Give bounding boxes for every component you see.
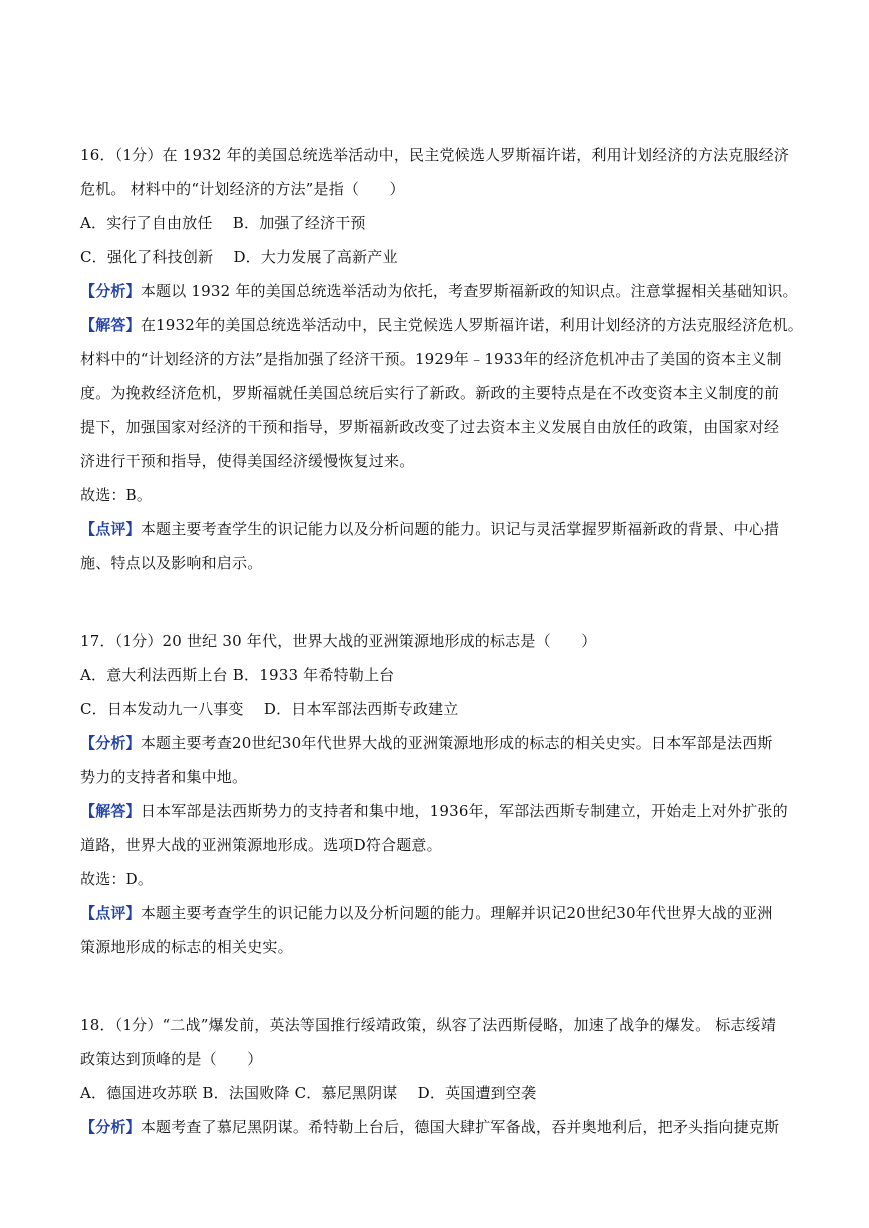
q16-answer-text-1: 在1932年的美国总统选举活动中，民主党候选人罗斯福许诺，利用计划经济的方法克服经济危机。 xyxy=(140,316,803,334)
q16-answer-line-3: 度。为挽救经济危机，罗斯福就任美国总统后实行了新政。新政的主要特点是在不改变资本主义制度的前 xyxy=(80,384,780,402)
document-content xyxy=(80,138,803,1144)
q18-analysis xyxy=(80,1110,800,1144)
analysis-tag: 【分析】 xyxy=(80,282,141,300)
review-tag: 【点评】 xyxy=(80,520,141,538)
answer-tag: 【解答】 xyxy=(80,802,141,820)
q18-options-line-1: A．德国进攻苏联 B．法国败降 C．慕尼黑阴谋 D．英国遭到空袭 xyxy=(80,1084,537,1102)
q18-stem-line-1: 18．（1分）“二战”爆发前，英法等国推行绥靖政策，纵容了法西斯侵略，加速了战争的爆发。 标志绥靖 xyxy=(80,1016,777,1034)
q16-answer xyxy=(80,308,803,342)
answer-tag: 【解答】 xyxy=(80,316,141,334)
spacer xyxy=(80,964,800,1008)
spacer xyxy=(80,580,800,624)
q17-stem-line-1: 17．（1分）20 世纪 30 年代，世界大战的亚洲策源地形成的标志是（ ） xyxy=(80,632,597,650)
q17-review xyxy=(80,896,800,930)
q16-analysis-text-1: 本题以 1932 年的美国总统选举活动为依托，考查罗斯福新政的知识点。注意掌握相关基础知识。 xyxy=(140,282,798,300)
q17-answer-text-1: 日本军部是法西斯势力的支持者和集中地，1936年，军部法西斯专制建立，开始走上对外扩张的 xyxy=(140,802,788,820)
q16-review-text-1: 本题主要考查学生的识记能力以及分析问题的能力。识记与灵活掌握罗斯福新政的背景、中心措 xyxy=(140,520,780,538)
q16-answer-line-5: 济进行干预和指导，使得美国经济缓慢恢复过来。 xyxy=(80,452,415,470)
q17-analysis-line-2: 势力的支持者和集中地。 xyxy=(80,768,248,786)
q16-options-line-2: C．强化了科技创新 D．大力发展了高新产业 xyxy=(80,248,398,266)
q17-answer xyxy=(80,794,800,828)
analysis-tag: 【分析】 xyxy=(80,1118,141,1136)
q16-answer-line-2: 材料中的“计划经济的方法”是指加强了经济干预。1929年﹣1933年的经济危机冲击了美国的资本主义制 xyxy=(80,350,782,368)
question-16 xyxy=(80,138,803,580)
q16-analysis xyxy=(80,274,800,308)
q17-options-line-1: A．意大利法西斯上台 B．1933 年希特勒上台 xyxy=(80,666,395,684)
q17-options-line-2: C．日本发动九一八事变 D．日本军部法西斯专政建立 xyxy=(80,700,459,718)
q16-stem-line-2: 危机。 材料中的“计划经济的方法”是指（ ） xyxy=(80,180,405,198)
q18-stem-line-2: 政策达到顶峰的是（ ） xyxy=(80,1050,263,1068)
q16-review-line-2: 施、特点以及影响和启示。 xyxy=(80,554,263,572)
q18-analysis-text-1: 本题考查了慕尼黑阴谋。希特勒上台后，德国大肆扩军备战，吞并奥地利后，把矛头指向捷克斯 xyxy=(140,1118,780,1136)
q16-review xyxy=(80,512,800,546)
q17-analysis xyxy=(80,726,800,760)
question-18 xyxy=(80,1008,800,1144)
q17-review-text-1: 本题主要考查学生的识记能力以及分析问题的能力。理解并识记20世纪30年代世界大战的亚洲 xyxy=(140,904,773,922)
q16-choice: 故选：B。 xyxy=(80,486,153,504)
q17-answer-line-2: 道路，世界大战的亚洲策源地形成。选项D符合题意。 xyxy=(80,836,442,854)
analysis-tag: 【分析】 xyxy=(80,734,141,752)
review-tag: 【点评】 xyxy=(80,904,141,922)
q16-stem-line-1: 16．（1分）在 1932 年的美国总统选举活动中，民主党候选人罗斯福许诺，利用计划经济的方法克服经济 xyxy=(80,146,790,164)
question-17 xyxy=(80,624,800,964)
q16-options-line-1: A．实行了自由放任 B．加强了经济干预 xyxy=(80,214,366,232)
q16-answer-line-4: 提下，加强国家对经济的干预和指导，罗斯福新政改变了过去资本主义发展自由放任的政策，由国家对经 xyxy=(80,418,780,436)
q17-review-line-2: 策源地形成的标志的相关史实。 xyxy=(80,938,293,956)
q17-choice: 故选：D。 xyxy=(80,870,154,888)
q17-analysis-text-1: 本题主要考查20世纪30年代世界大战的亚洲策源地形成的标志的相关史实。日本军部是法西斯 xyxy=(140,734,773,752)
